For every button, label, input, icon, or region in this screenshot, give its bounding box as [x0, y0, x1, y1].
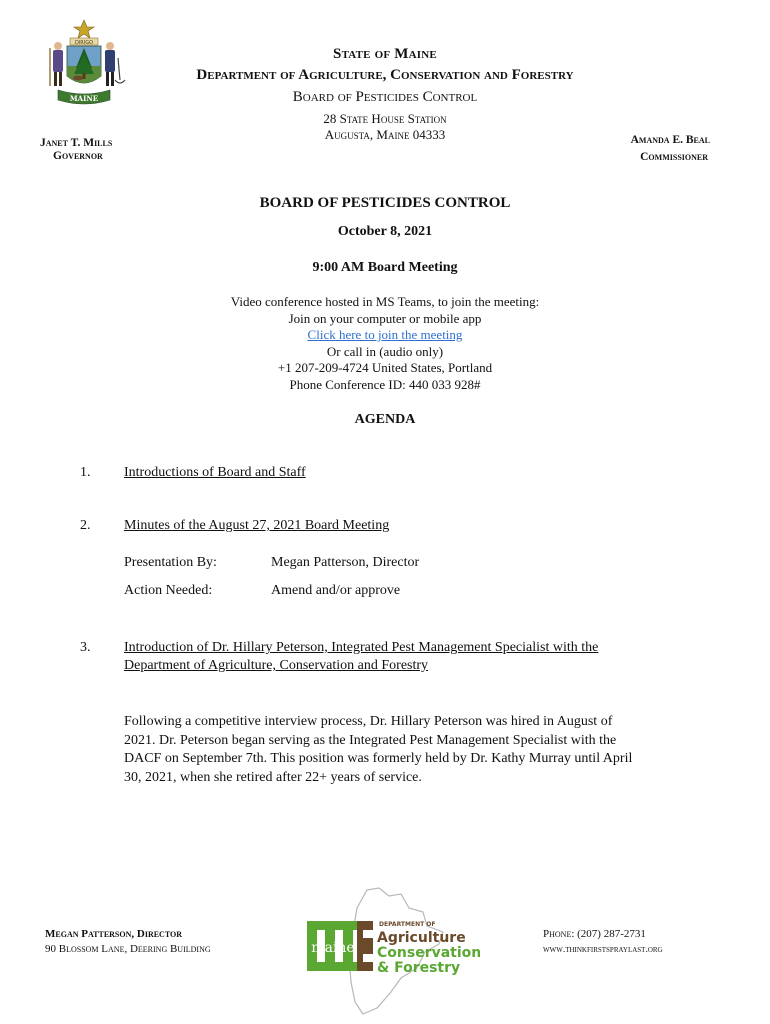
conference-phone: +1 207-209-4724 United States, Portland — [277, 360, 493, 375]
svg-text:Agriculture: Agriculture — [377, 930, 466, 946]
conference-id: Phone Conference ID: 440 033 928# — [289, 376, 481, 392]
svg-text:MAINE: MAINE — [69, 94, 99, 103]
paragraph-line: 30, 2021, when she retired after 22+ years of service. — [124, 769, 422, 785]
action-label: Action Needed: — [124, 583, 213, 598]
conference-line-2: Join on your computer or mobile app — [288, 310, 482, 326]
agenda-item-paragraph — [124, 713, 684, 787]
svg-text:DIRIGO: DIRIGO — [74, 40, 94, 46]
svg-text:DEPARTMENT OF: DEPARTMENT OF — [379, 921, 436, 928]
address-line-1: 28 State House Station — [323, 111, 447, 126]
paragraph-line: DACF on September 7th. This position was formerly held by Dr. Kathy Murray until April — [124, 751, 633, 766]
svg-text:& Forestry: & Forestry — [377, 960, 461, 976]
join-meeting-link[interactable]: Click here to join the meeting — [307, 327, 463, 342]
commissioner-name: Amanda E. Beal — [630, 134, 710, 146]
paragraph-line: 2021. Dr. Peterson began serving as the Integrated Pest Management Specialist with the — [124, 732, 617, 748]
conference-line-4: Or call in (audio only) — [326, 343, 444, 359]
presentation-label: Presentation By: — [124, 555, 217, 570]
agenda-item-title-line-1: Introduction of Dr. Hillary Peterson, Integrated Pest Management Specialist with the — [124, 640, 599, 655]
agenda-item-number: 2. — [80, 518, 91, 533]
meeting-date: October 8, 2021 — [337, 224, 433, 239]
state-heading: State of Maine — [333, 46, 437, 62]
department-heading: Department of Agriculture, Conservation and Forestry — [196, 67, 574, 83]
meeting-time: 9:00 AM Board Meeting — [312, 260, 458, 275]
governor-name: Janet T. Mills — [40, 137, 113, 149]
agenda-item-number: 1. — [80, 465, 91, 480]
board-heading: Board of Pesticides Control — [292, 89, 478, 105]
governor-title: Governor — [53, 150, 103, 162]
footer-director-name: Megan Patterson, Director — [45, 928, 183, 940]
maine-state-outline-icon — [305, 886, 480, 1016]
footer-phone: Phone: (207) 287-2731 — [543, 928, 646, 940]
agenda-heading: AGENDA — [354, 412, 416, 427]
agenda-item-title-line-2: Department of Agriculture, Conservation and Forestry — [124, 658, 429, 673]
conference-link-wrap — [0, 327, 770, 344]
agenda-item-title: Minutes of the August 27, 2021 Board Meeting — [124, 518, 390, 533]
paragraph-line: Following a competitive interview process, Dr. Hillary Peterson was hired in August of — [124, 714, 613, 729]
conference-line-1: Video conference hosted in MS Teams, to join the meeting: — [230, 294, 540, 309]
svg-text:Conservation: Conservation — [377, 945, 480, 961]
meeting-board-title: BOARD OF PESTICIDES CONTROL — [259, 195, 511, 211]
footer-website: www.thinkfirstspraylast.org — [543, 945, 663, 955]
footer-address: 90 Blossom Lane, Deering Building — [45, 943, 211, 955]
commissioner-title: Commissioner — [640, 151, 708, 163]
presentation-value: Megan Patterson, Director — [271, 555, 420, 570]
agenda-item-title: Introductions of Board and Staff — [124, 465, 306, 480]
address-line-2: Augusta, Maine 04333 — [324, 127, 446, 142]
dacf-logo — [305, 886, 480, 1016]
agenda-item-number: 3. — [80, 640, 91, 655]
svg-text:maine: maine — [311, 940, 355, 956]
action-value: Amend and/or approve — [271, 583, 401, 598]
